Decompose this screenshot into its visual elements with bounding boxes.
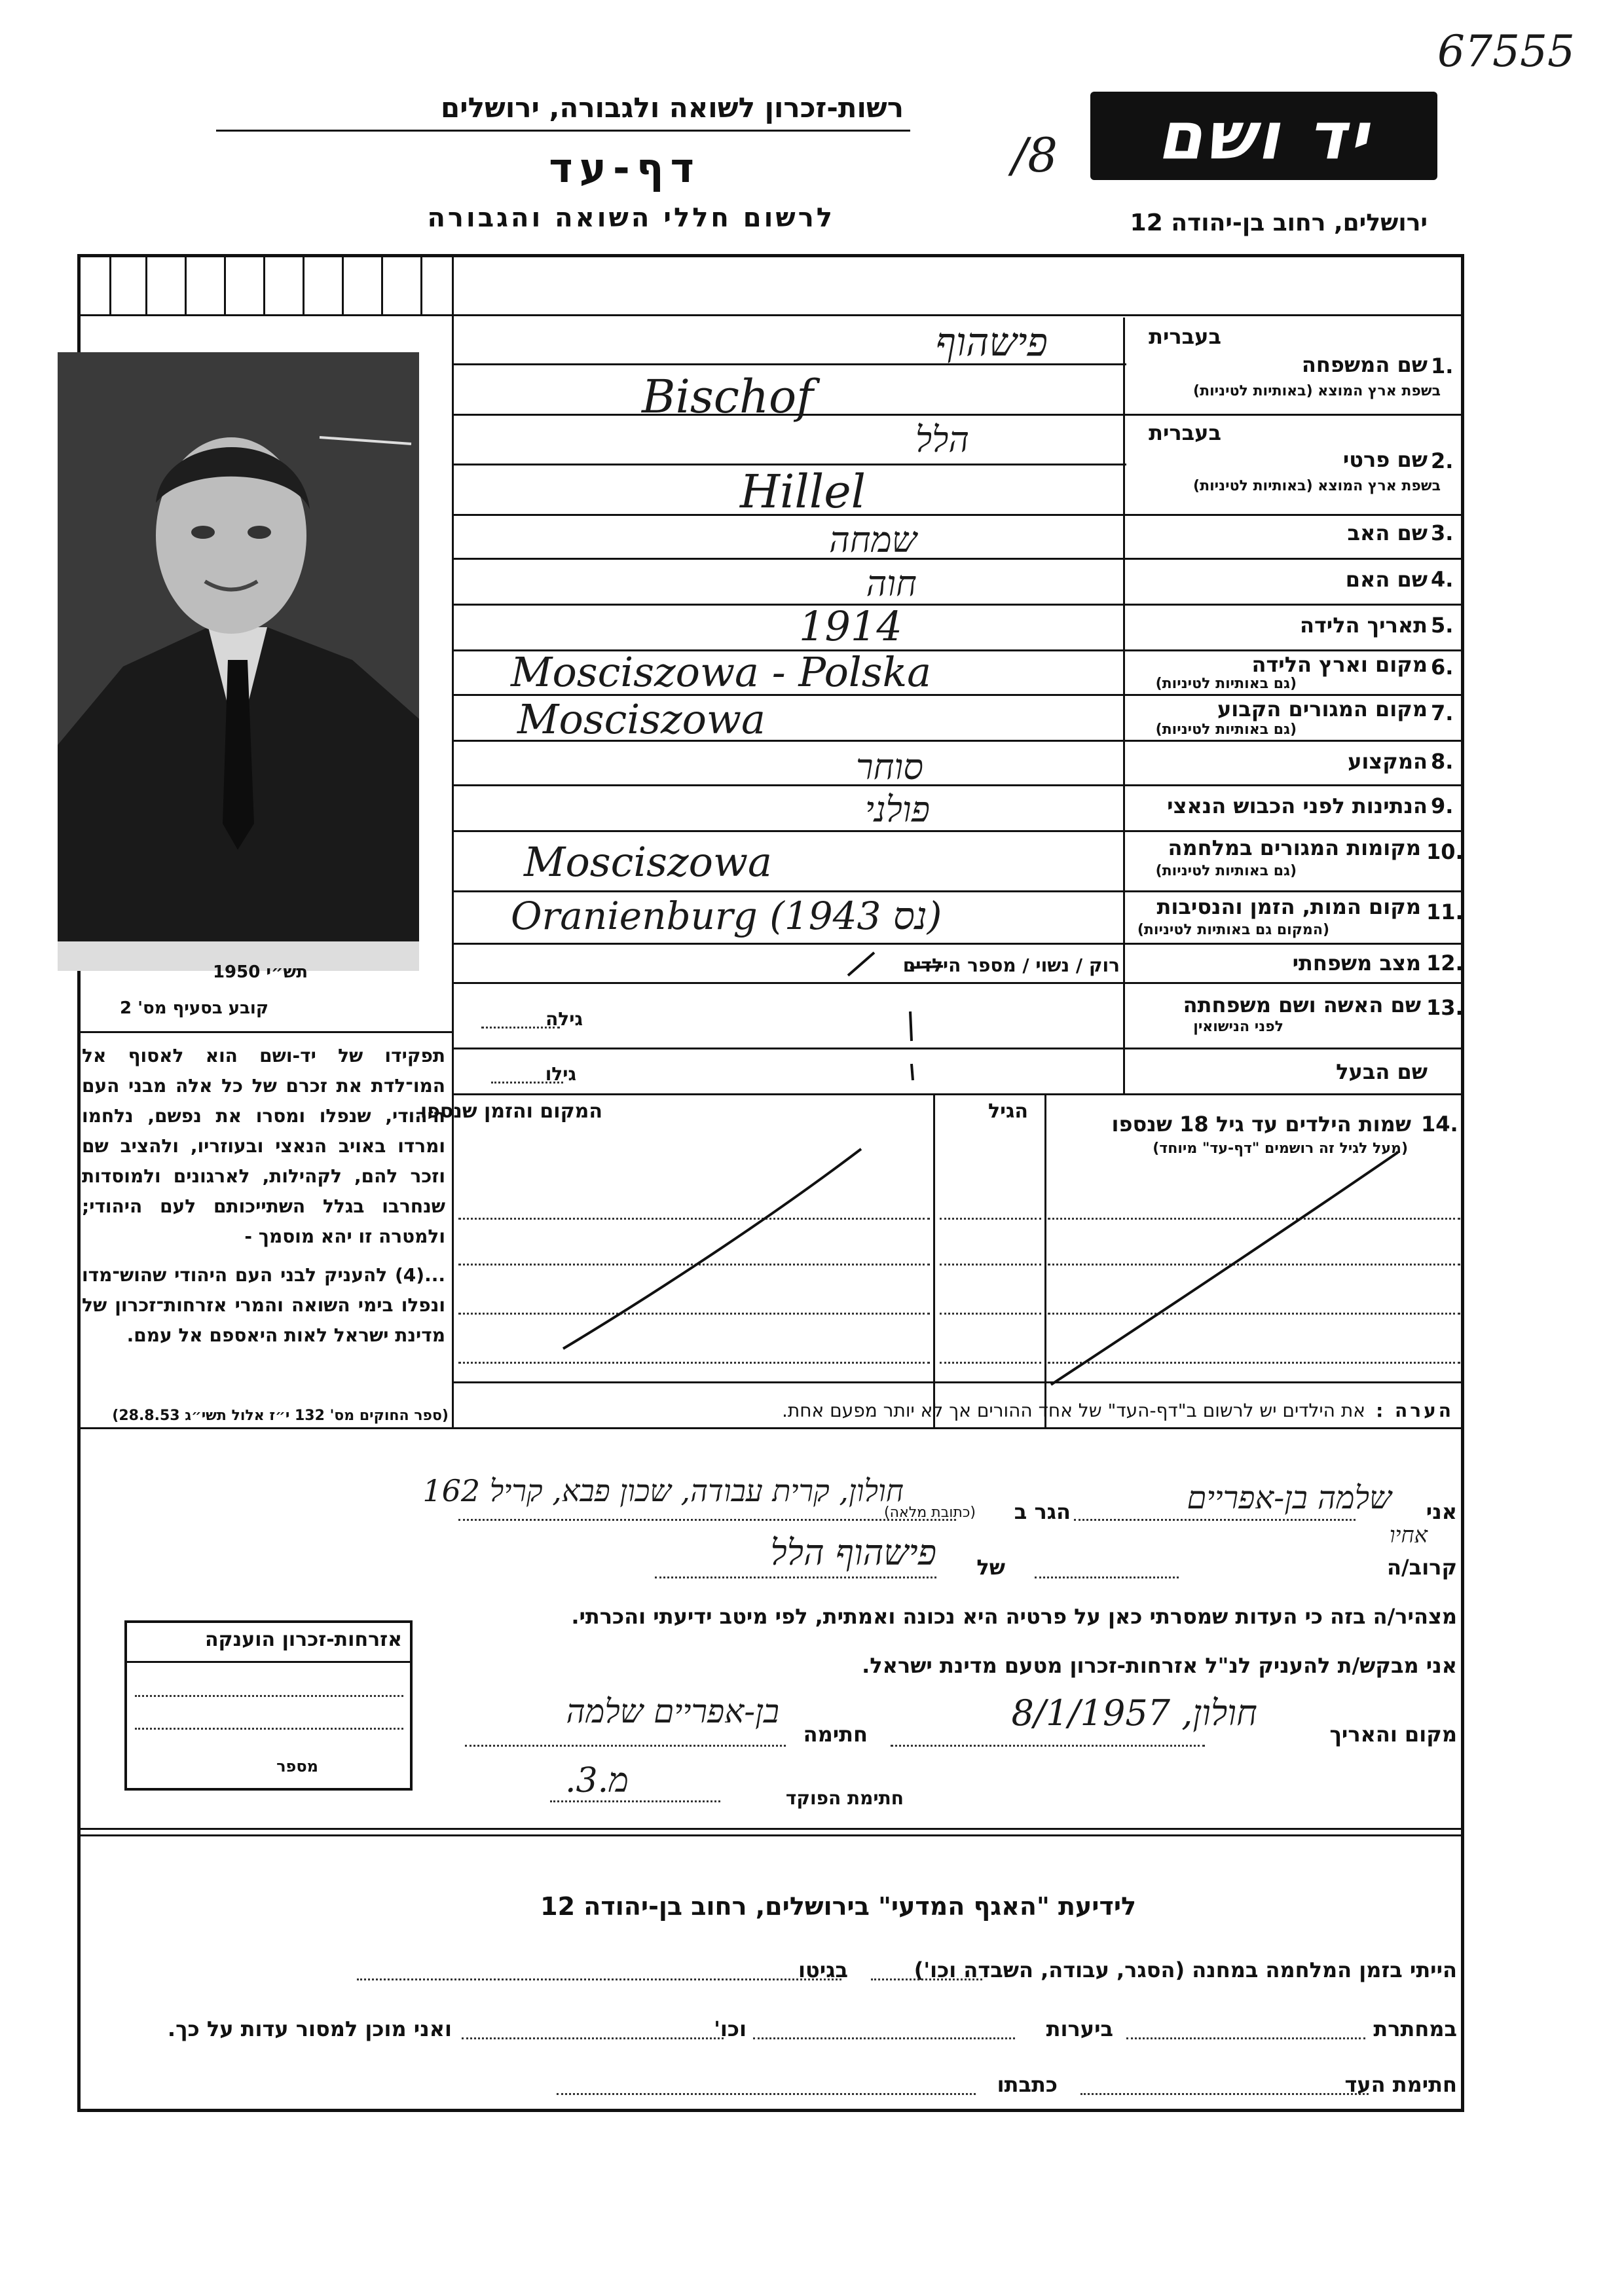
form-subtitle: לרשום חללי השואה והגבורה [427, 203, 835, 233]
decl-statement1: מצהיר/ה בזה כי העדות שמסרתי כאן על פרטיה היא נכונה ואמתית, לפי מיטב ידיעתי והכרתי. [571, 1604, 1457, 1629]
field10-label: מקומות המגורים במלחמה [1168, 835, 1421, 860]
footer-title: לידיעת "האגף המדעי" בירושלים, רחוב בן-יהודה 12 [540, 1892, 1136, 1921]
field3-number: 3. [1431, 520, 1454, 545]
field3-label: שם האב [1347, 520, 1428, 545]
field4-label: שם האם [1345, 567, 1428, 592]
authority-title: רשות-זכרון לשואה ולגבורה, ירושלים [440, 92, 904, 124]
field2-label: שם פרטי [1342, 447, 1428, 472]
field13-label: שם האשה ושם משפחתה [1183, 993, 1421, 1017]
field5-number: 5. [1431, 613, 1454, 638]
decl-i-label: אני [1426, 1499, 1457, 1524]
witness-name: שלמה בן-אפריים [1187, 1480, 1392, 1516]
death-place: Oranienburg (1943 נס) [511, 894, 942, 938]
field1-sub: בשפת ארץ המוצא (באותיות לטיניות) [1193, 383, 1441, 399]
field11-label: מקום המות, הזמן והנסיבות [1156, 894, 1421, 919]
relation-handwritten: אחיו [1389, 1522, 1428, 1548]
portrait-figure [58, 352, 419, 971]
field7-number: 7. [1431, 701, 1454, 725]
surname-hebrew: פישהוף [935, 319, 1048, 365]
field8-label: המקצוע [1348, 749, 1428, 774]
field11-sub: (המקום גם באותיות לטיניות) [1137, 922, 1329, 938]
field14-sub: (מעל לגיל זה רושמים "דף-עד" מיוחד) [1153, 1140, 1408, 1157]
field14-number: 14. [1421, 1112, 1458, 1137]
citizenship-box-title: אזרחות-זכרון הוענקה [204, 1628, 402, 1651]
residence: Mosciszowa [517, 695, 766, 743]
footer-witness-signature: חתימת העד [1344, 2072, 1457, 2097]
field2-sub: בשפת ארץ המוצא (באותיות לטיניות) [1193, 478, 1441, 494]
decl-officer-label: חתימת הפוקד [785, 1787, 904, 1809]
decl-residing-label: הגר ב [1014, 1499, 1071, 1524]
footer-camp: הייתי בזמן המלחמה במחנה (הסגר, עבודה, השבדה וכו') [913, 1958, 1457, 1982]
portrait-photo [58, 352, 419, 971]
note-label: הערה : [1376, 1400, 1454, 1421]
place-date-value: חולון, 8/1/1957 [1011, 1692, 1257, 1734]
photo-caption: קובע בסעיף מס' 2 [120, 998, 268, 1018]
field5-label: תאריך הלידה [1299, 613, 1428, 638]
citizenship-box-number: מספר [276, 1757, 318, 1776]
officer-value: מ.3. [565, 1761, 629, 1800]
field12-number: 12. [1426, 951, 1464, 975]
field6-number: 6. [1431, 655, 1454, 680]
field7-sub: (גם באותיות לטיניות) [1155, 721, 1297, 738]
field10-sub: (גם באותיות לטיניות) [1155, 863, 1297, 879]
footer-underground: במחתרת [1373, 2016, 1457, 2041]
firstname-latin: Hillel [740, 465, 866, 519]
footer-willing: ואני מוכן למסור עדות על כך. [167, 2016, 452, 2041]
decl-place-date-label: מקום והאריך [1329, 1722, 1457, 1747]
citizenship-box [124, 1620, 413, 1791]
field14-label: שמות הילדים עד גיל 18 שנספו [1111, 1112, 1411, 1137]
father-name: שמחה [829, 519, 917, 560]
law-reference: (ספר החוקים מס' 132 י״ז אלול תשי״ג 28.8.53) [112, 1408, 449, 1424]
footer-address: כתבתו [997, 2072, 1058, 2097]
signature-value: בן-אפריים שלמה [566, 1692, 779, 1730]
field1-number: 1. [1431, 354, 1454, 378]
photo-stamp: תש״י 1950 [212, 962, 308, 982]
witness-address: חולון, קרית עבודה, שכון פבא, קריל 162 [422, 1473, 904, 1508]
reference-number: 67555 [1437, 26, 1575, 77]
decl-relative-label: קרוב/ה [1387, 1555, 1457, 1580]
mother-name: חוה [866, 563, 917, 604]
field13-sub: לפני הנישואין [1193, 1019, 1283, 1035]
field2-number: 2. [1431, 448, 1454, 473]
relative-name: פישהוף הלל [770, 1532, 936, 1573]
form-title: דף-עד [549, 144, 701, 192]
wartime-residence: Mosciszowa [524, 838, 773, 886]
citizenship: פולני [864, 789, 930, 830]
field1-label: שם המשפחה [1301, 352, 1428, 377]
field1-tag: בעברית [1149, 324, 1221, 349]
children-place-col: המקום והזמן שנספו [420, 1100, 602, 1123]
decl-statement2: אני מבקש/ת להעניק לנ"ל אזרחות-זכרון מטעם מדינת ישראל. [862, 1653, 1457, 1678]
profession: סוחר [855, 746, 923, 788]
field6-sub: (גם באותיות לטיניות) [1155, 676, 1297, 692]
birth-place: Mosciszowa - Polska [511, 648, 932, 696]
husband-age-label: גילו [545, 1063, 576, 1085]
mission-text: תפקידו של יד-ושם הוא לאסוף אל המו־לדת את זכרם של כל אלה מבני העם היהודי, שנפלו ומסרו את נפשם, נלחמו ומרדו באויב הנאצי ובעוזריו, ולהציב שם וזכר להם, לקהילות, לארגונים ולמוסדות שנחרבו בגלל השתייכותם לעם היהודי; ולמטרה זו יהא מוסמך - [82, 1045, 445, 1247]
address: ירושלים, רחוב בן-יהודה 12 [1130, 210, 1428, 236]
firstname-hebrew: הלל [915, 419, 969, 460]
husband-label: שם הבעל [1336, 1059, 1428, 1084]
marital-options: רוק / נשוי / מספר הילדים [902, 955, 1120, 976]
field11-number: 11. [1426, 900, 1464, 924]
field8-number: 8. [1431, 749, 1454, 774]
field9-number: 9. [1431, 793, 1454, 818]
law-excerpt: ...(4) להעניק לבני העם היהודי שהוש־מדו ונפלו בימי השואה והמרי אזרחות־זכרון של מדינת ישראל לאות היאספם אל עמם. [82, 1264, 445, 1346]
note-text: את הילדים יש לרשום ב"דף-העד" של אחד ההורים אך לא יותר מפעם אחת. [781, 1400, 1365, 1421]
field9-label: הנתינות לפני הכבוש הנאצי [1167, 793, 1428, 818]
field6-label: מקום וארץ הלידה [1251, 652, 1428, 677]
surname-latin: Bischof [642, 370, 814, 424]
footer-forests: ביערות [1046, 2016, 1113, 2041]
field12-label: מצב משפחתי [1292, 951, 1421, 975]
field10-number: 10. [1426, 839, 1464, 864]
wife-age-label: גילה [545, 1008, 583, 1030]
slash-number: /8 [1012, 128, 1058, 183]
footer-ghetto: בגיטו [798, 1958, 848, 1982]
yad-vashem-logo: יד ושם [1090, 92, 1437, 180]
children-age-col: הגיל [988, 1100, 1028, 1123]
field7-label: מקום המגורים הקבוע [1217, 697, 1428, 721]
field2-tag: בעברית [1149, 420, 1221, 445]
decl-address-hint: (כתובת מלאה) [884, 1504, 976, 1521]
birth-date: 1914 [799, 602, 902, 650]
field4-number: 4. [1431, 567, 1454, 592]
decl-signature-label: חתימה [803, 1722, 868, 1747]
field13-number: 13. [1426, 995, 1464, 1020]
decl-of-label: של [976, 1555, 1005, 1580]
footer-etc: וכו' [714, 2016, 747, 2041]
